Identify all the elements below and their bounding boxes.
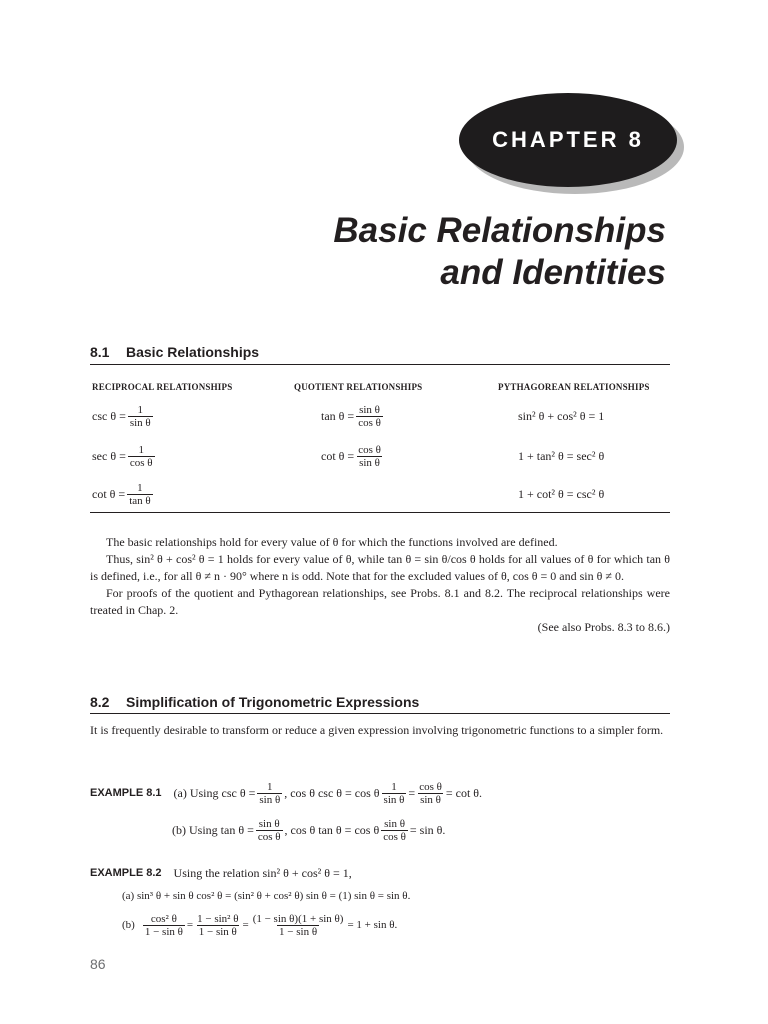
section-title: Basic Relationships bbox=[126, 344, 260, 360]
chapter-title bbox=[333, 210, 666, 294]
frac-den: 1 − sin θ bbox=[279, 925, 318, 938]
reciprocal-sec bbox=[92, 439, 157, 473]
see-also-note: (See also Probs. 8.3 to 8.6.) bbox=[537, 620, 670, 634]
frac-num: 1 bbox=[137, 403, 144, 416]
eq-lhs: cot θ = bbox=[92, 486, 126, 501]
frac-den: sin θ bbox=[359, 456, 380, 469]
eq-text: (b) bbox=[122, 919, 135, 931]
eq-lhs: tan θ = bbox=[321, 408, 355, 423]
section-8-1-text bbox=[90, 534, 670, 636]
frac-den: 1 − sin θ bbox=[198, 925, 237, 938]
section-8-2-intro: It is frequently desirable to transform or reduce a given expression involving trigonometric functions to a simpler form. bbox=[90, 723, 664, 737]
quotient-cot bbox=[321, 439, 385, 473]
frac-den: tan θ bbox=[129, 494, 151, 507]
pythagorean-2: 1 + tan² θ = sec² θ bbox=[518, 448, 605, 463]
chapter-title-line2: and Identities bbox=[440, 253, 666, 292]
section-8-1-heading bbox=[90, 344, 259, 360]
fraction bbox=[356, 404, 383, 429]
reciprocal-cot bbox=[92, 477, 155, 511]
frac-num: cos² θ bbox=[150, 912, 177, 925]
frac-den: sin θ bbox=[420, 793, 441, 806]
fraction bbox=[382, 781, 407, 806]
eq-text: = bbox=[242, 919, 249, 931]
paragraph: Thus, sin² θ + cos² θ = 1 holds for every value of θ, while tan θ = sin θ/cos θ holds for all values of θ for which tan θ is defined, i.e., for all θ ≠ n · 90° where n is odd. Note that for the excluded values of θ, cos θ = 0 and sin θ ≠ 0. bbox=[90, 552, 670, 583]
pythagorean-3: 1 + cot² θ = csc² θ bbox=[518, 486, 605, 501]
frac-num: sin θ bbox=[359, 403, 380, 416]
frac-den: cos θ bbox=[129, 456, 153, 469]
fraction bbox=[127, 482, 152, 507]
frac-den: cos θ bbox=[383, 830, 406, 843]
frac-num: cos θ bbox=[358, 443, 381, 456]
eq-text: (b) Using tan θ = bbox=[172, 822, 254, 837]
frac-den: sin θ bbox=[259, 793, 281, 806]
frac-num: 1 bbox=[137, 481, 143, 494]
frac-den: cos θ bbox=[358, 416, 381, 429]
eq-text: (a) Using csc θ = bbox=[173, 785, 256, 800]
eq-text: = bbox=[408, 785, 416, 800]
col-head-pythagorean: PYTHAGOREAN RELATIONSHIPS bbox=[498, 382, 650, 392]
paragraph: The basic relationships hold for every value of θ for which the functions involved are defined. bbox=[106, 535, 558, 549]
fraction bbox=[356, 444, 383, 469]
quotient-tan bbox=[321, 399, 385, 433]
col-head-reciprocal: RECIPROCAL RELATIONSHIPS bbox=[92, 382, 233, 392]
eq-lhs: sec θ = bbox=[92, 448, 126, 463]
frac-num: 1 bbox=[138, 443, 144, 456]
eq-text: = cot θ. bbox=[445, 785, 483, 800]
fraction bbox=[381, 818, 408, 843]
chapter-badge-label: CHAPTER 8 bbox=[492, 127, 644, 152]
paragraph: For proofs of the quotient and Pythagorean relationships, see Probs. 8.1 and 8.2. The reciprocal relationships were treated in Chap. 2. bbox=[90, 586, 670, 617]
frac-den: 1 − sin θ bbox=[144, 925, 183, 938]
table-top-rule bbox=[90, 364, 670, 365]
eq-text: , cos θ tan θ = cos θ bbox=[284, 822, 380, 837]
frac-den: sin θ bbox=[129, 416, 151, 429]
table-bottom-rule bbox=[90, 512, 670, 513]
pythagorean-1: sin² θ + cos² θ = 1 bbox=[518, 408, 605, 423]
frac-den: sin θ bbox=[383, 793, 405, 806]
frac-num: sin θ bbox=[258, 817, 280, 830]
fraction bbox=[251, 913, 346, 938]
example-8-1-b bbox=[172, 813, 445, 847]
fraction bbox=[128, 444, 155, 469]
example-8-2-b bbox=[122, 908, 397, 942]
frac-num: (1 − sin θ)(1 + sin θ) bbox=[252, 912, 344, 925]
frac-num: 1 bbox=[391, 780, 397, 793]
fraction bbox=[417, 781, 444, 806]
section-8-2-heading bbox=[90, 694, 419, 710]
eq-text: = sin θ. bbox=[409, 822, 446, 837]
eq-text: Using the relation sin² θ + cos² θ = 1, bbox=[173, 865, 352, 880]
section-8-2-rule bbox=[90, 713, 670, 714]
eq-lhs: cot θ = bbox=[321, 448, 355, 463]
section-title: Simplification of Trigonometric Expressions bbox=[126, 694, 420, 710]
fraction bbox=[257, 781, 282, 806]
reciprocal-csc bbox=[92, 399, 155, 433]
example-8-2-a: (a) sin³ θ + sin θ cos² θ = (sin² θ + cos² θ) sin θ = (1) sin θ = sin θ. bbox=[122, 890, 411, 902]
eq-text: = 1 + sin θ. bbox=[347, 919, 398, 931]
fraction bbox=[128, 404, 153, 429]
example-label: EXAMPLE 8.2 bbox=[90, 867, 162, 879]
eq-text: = bbox=[186, 919, 194, 931]
page-number: 86 bbox=[90, 956, 106, 972]
fraction bbox=[143, 913, 185, 938]
chapter-title-line1: Basic Relationships bbox=[333, 211, 666, 250]
frac-num: cos θ bbox=[419, 780, 442, 793]
col-head-quotient: QUOTIENT RELATIONSHIPS bbox=[294, 382, 423, 392]
eq-text: , cos θ csc θ = cos θ bbox=[284, 785, 380, 800]
frac-num: sin θ bbox=[384, 817, 405, 830]
section-number: 8.2 bbox=[90, 694, 110, 710]
frac-num: 1 bbox=[267, 780, 273, 793]
example-8-2-intro bbox=[90, 864, 352, 882]
example-8-1-a bbox=[90, 776, 482, 810]
frac-num: 1 − sin² θ bbox=[197, 912, 239, 925]
example-label: EXAMPLE 8.1 bbox=[90, 787, 162, 799]
fraction bbox=[256, 818, 283, 843]
frac-den: cos θ bbox=[257, 830, 281, 843]
fraction bbox=[195, 913, 240, 938]
eq-lhs: csc θ = bbox=[92, 408, 126, 423]
section-number: 8.1 bbox=[90, 344, 110, 360]
